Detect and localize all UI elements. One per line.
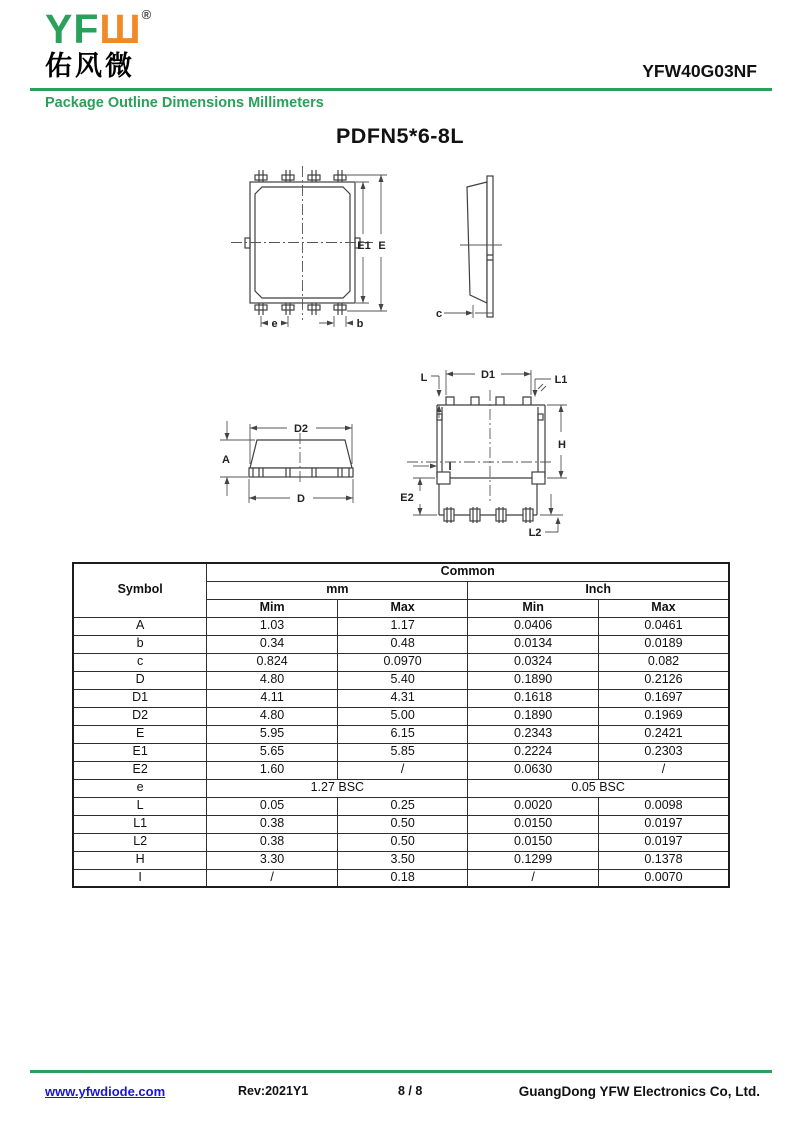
table-cell: 0.18 [337,869,468,887]
table-cell: A [73,617,207,635]
table-cell: b [73,635,207,653]
table-cell: 0.082 [598,653,729,671]
table-row [73,671,729,689]
table-cell: / [337,761,468,779]
table-cell: 5.00 [337,707,468,725]
table-cell: 0.0134 [468,635,599,653]
table-cell: 0.1299 [468,851,599,869]
table-cell: I [73,869,207,887]
company-logo [45,8,152,80]
logo-chinese-text: 佑风微 [45,51,135,82]
table-cell: 1.60 [207,761,338,779]
website-link[interactable]: www.yfwdiode.com [45,1084,166,1099]
table-cell: 0.1618 [468,689,599,707]
col-header-mm-min: Mim [207,599,338,617]
table-row [73,761,729,779]
table-cell: / [468,869,599,887]
table-cell: 4.80 [207,671,338,689]
table-cell: 5.65 [207,743,338,761]
table-cell: 0.2126 [598,671,729,689]
dim-label-d1: D1 [480,369,496,381]
table-cell: 0.38 [207,815,338,833]
table-cell: 0.1890 [468,671,599,689]
table-cell: 0.824 [207,653,338,671]
table-cell: 0.05 [207,797,338,815]
table-cell: 0.0970 [337,653,468,671]
table-cell: E [73,725,207,743]
dim-label-c: c [435,308,443,320]
section-subtitle: Package Outline Dimensions Millimeters [45,95,324,111]
col-header-inch-max: Max [598,599,729,617]
table-cell: 0.2421 [598,725,729,743]
table-cell: / [598,761,729,779]
table-cell: e [73,779,207,797]
front-view-drawing [195,400,405,515]
table-cell: 5.40 [337,671,468,689]
dim-label-l2: L2 [528,527,542,539]
table-cell: 0.2303 [598,743,729,761]
col-header-inch-min: Min [468,599,599,617]
bottom-view-drawing [395,362,590,557]
col-header-common: Common [207,563,729,581]
table-cell: 0.0406 [468,617,599,635]
table-cell: 0.0070 [598,869,729,887]
logo-yf-text: YF [45,6,100,52]
table-cell: 0.38 [207,833,338,851]
table-cell: L2 [73,833,207,851]
side-view-drawing [430,158,540,348]
table-cell: 0.48 [337,635,468,653]
table-cell: 5.95 [207,725,338,743]
table-cell: 0.0020 [468,797,599,815]
table-cell: 0.0197 [598,833,729,851]
revision-label: Rev:2021Y1 [238,1084,309,1098]
table-cell: 5.85 [337,743,468,761]
table-row [73,743,729,761]
top-view-drawing [195,158,415,354]
table-cell: 0.0150 [468,833,599,851]
table-cell: D [73,671,207,689]
dimensions-table [72,562,730,888]
table-row [73,797,729,815]
table-cell: 0.0150 [468,815,599,833]
table-cell: 6.15 [337,725,468,743]
table-cell: 0.2343 [468,725,599,743]
table-cell: 0.0461 [598,617,729,635]
table-cell: 4.80 [207,707,338,725]
table-cell: 4.31 [337,689,468,707]
col-header-mm-max: Max [337,599,468,617]
table-cell: H [73,851,207,869]
table-cell: 0.1890 [468,707,599,725]
table-cell: 1.17 [337,617,468,635]
table-cell: 0.2224 [468,743,599,761]
dim-label-pitch: e [271,318,278,330]
table-cell: L [73,797,207,815]
table-row [73,689,729,707]
package-title: PDFN5*6-8L [335,124,465,148]
company-name: GuangDong YFW Electronics Co, Ltd. [518,1084,760,1099]
table-cell: 0.34 [207,635,338,653]
table-cell: 1.03 [207,617,338,635]
table-cell: c [73,653,207,671]
registered-trademark-icon: ® [141,7,153,22]
table-cell: 0.0324 [468,653,599,671]
table-cell: 3.30 [207,851,338,869]
dim-label-l1: L1 [554,374,568,386]
table-cell: 0.0197 [598,815,729,833]
part-number: YFW40G03NF [642,61,757,81]
table-row [73,725,729,743]
dim-label-l: L [420,372,428,384]
table-cell: 1.27 BSC [207,779,468,797]
table-cell: 0.0189 [598,635,729,653]
col-header-inch: Inch [468,581,729,599]
table-cell: D2 [73,707,207,725]
table-row [73,617,729,635]
table-cell: 0.0098 [598,797,729,815]
table-cell: 0.1969 [598,707,729,725]
table-row [73,707,729,725]
dim-label-lead-width: b [356,318,364,330]
table-cell: 0.1697 [598,689,729,707]
table-cell: 0.25 [337,797,468,815]
dim-label-i: I [448,461,452,473]
dim-label-e-outer: E [378,240,386,252]
table-cell: 3.50 [337,851,468,869]
table-cell: 0.05 BSC [468,779,729,797]
logo-latin [45,8,152,50]
page-number: 8 / 8 [398,1084,423,1098]
table-row [73,653,729,671]
table-cell: 4.11 [207,689,338,707]
col-header-symbol: Symbol [73,563,207,617]
table-cell: E2 [73,761,207,779]
table-row [73,851,729,869]
table-cell: L1 [73,815,207,833]
table-cell: 0.0630 [468,761,599,779]
footer-divider [30,1070,772,1073]
table-cell: / [207,869,338,887]
dim-label-e1: E1 [357,240,371,252]
header-divider [30,88,772,91]
dim-label-e2: E2 [400,492,414,504]
dim-label-d2: D2 [293,423,309,435]
table-cell: 0.50 [337,833,468,851]
table-row [73,779,729,797]
table-cell: E1 [73,743,207,761]
table-row [73,635,729,653]
dim-label-h: H [558,439,566,451]
table-cell: 0.50 [337,815,468,833]
table-row [73,869,729,887]
table-row [73,815,729,833]
table-row [73,833,729,851]
dimensions-table-body [73,617,729,887]
table-cell: D1 [73,689,207,707]
dim-label-a: A [222,454,230,466]
col-header-mm: mm [207,581,468,599]
logo-w-glyph: Ш [99,6,142,52]
dim-label-d: D [297,493,305,505]
table-cell: 0.1378 [598,851,729,869]
